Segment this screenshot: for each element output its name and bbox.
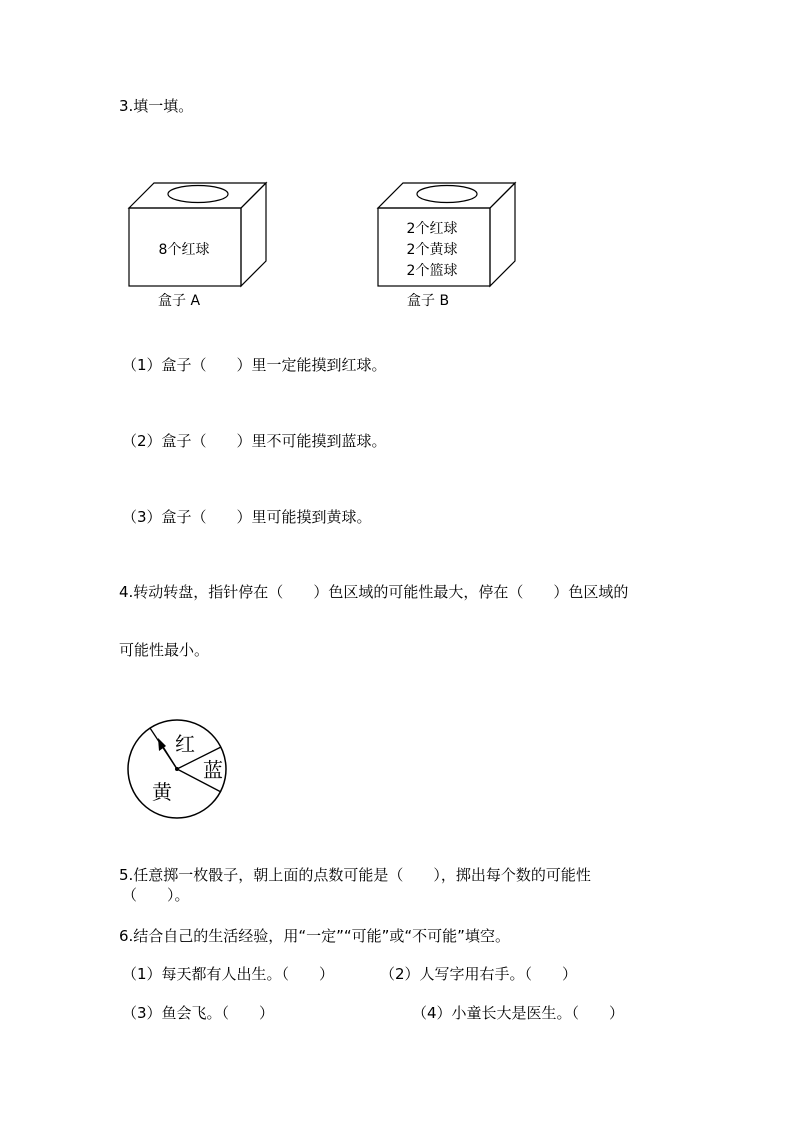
q5-line-1: 5.任意掷一枚骰子，朝上面的点数可能是（ ），掷出每个数的可能性 <box>119 866 591 884</box>
q5-line-2: （ ）。 <box>122 886 190 904</box>
box-b-diagram <box>377 182 517 288</box>
q3-sub-1: （1）盒子（ ）里一定能摸到红球。 <box>122 356 387 374</box>
q3-title: 3.填一填。 <box>119 97 194 115</box>
q6-title: 6.结合自己的生活经验，用“一定”“可能”或“不可能”填空。 <box>119 927 510 945</box>
q6-item-2: （2）人写字用右手。（ ） <box>380 965 578 983</box>
box-b-line-1: 2个红球 <box>406 221 458 237</box>
q4-line-1: 4.转动转盘，指针停在（ ）色区域的可能性最大，停在（ ）色区域的 <box>119 583 629 601</box>
q4-line-2: 可能性最小。 <box>119 641 210 659</box>
q6-item-1: （1）每天都有人出生。（ ） <box>122 965 335 983</box>
spinner-label-blue: 蓝 <box>203 758 223 782</box>
box-b-label: 盒子 B <box>407 293 450 309</box>
box-a-content: 8个红球 <box>158 242 210 258</box>
q6-item-4: （4）小童长大是医生。（ ） <box>412 1004 625 1022</box>
box-b-line-2: 2个黄球 <box>406 242 458 258</box>
box-b-line-3: 2个篮球 <box>406 263 458 279</box>
spinner-label-yellow: 黄 <box>152 780 172 804</box>
box-a-diagram <box>128 182 268 288</box>
q3-sub-3: （3）盒子（ ）里可能摸到黄球。 <box>122 508 372 526</box>
q6-item-3: （3）鱼会飞。（ ） <box>122 1004 275 1022</box>
spinner-diagram <box>124 718 232 822</box>
q3-sub-2: （2）盒子（ ）里不可能摸到蓝球。 <box>122 432 387 450</box>
box-a-label: 盒子 A <box>158 293 201 309</box>
spinner-label-red: 红 <box>175 732 195 756</box>
